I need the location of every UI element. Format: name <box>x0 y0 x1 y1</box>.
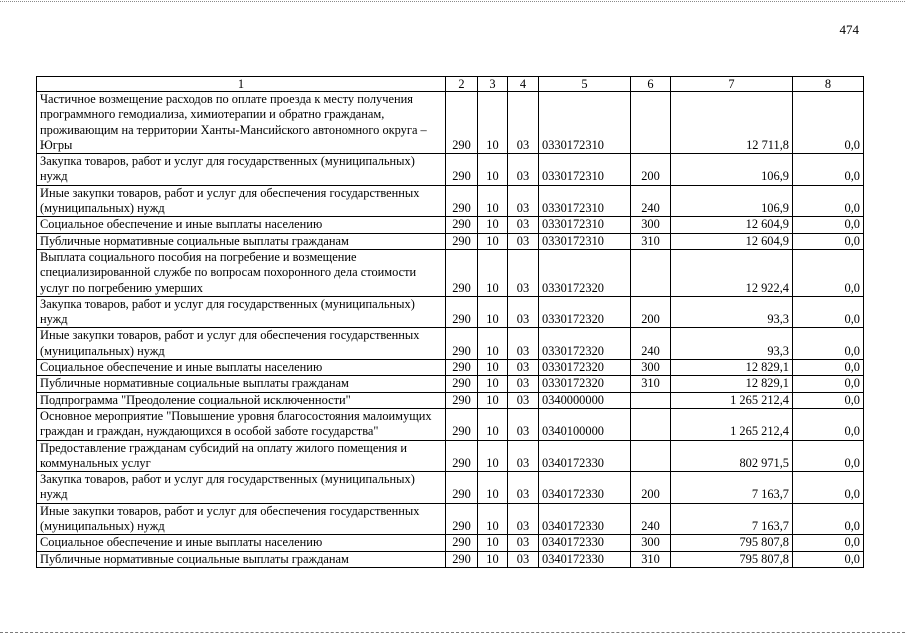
col-2-cell: 290 <box>446 328 478 360</box>
col-3-cell: 10 <box>478 472 508 504</box>
col-3-cell: 10 <box>478 296 508 328</box>
expense-type-cell: 300 <box>631 217 671 233</box>
amount-cell: 7 163,7 <box>671 503 793 535</box>
amount-cell: 93,3 <box>671 328 793 360</box>
expense-type-cell <box>631 249 671 296</box>
col-8-cell: 0,0 <box>793 233 864 249</box>
col-8-cell: 0,0 <box>793 296 864 328</box>
target-code-cell: 0340172330 <box>539 503 631 535</box>
col-2-cell: 290 <box>446 472 478 504</box>
header-cell: 7 <box>671 77 793 92</box>
col-8-cell: 0,0 <box>793 376 864 392</box>
col-8-cell: 0,0 <box>793 472 864 504</box>
row-name: Социальное обеспечение и иные выплаты населению <box>37 535 446 551</box>
target-code-cell: 0330172310 <box>539 233 631 249</box>
expense-type-cell: 200 <box>631 472 671 504</box>
amount-cell: 12 711,8 <box>671 92 793 154</box>
col-8-cell: 0,0 <box>793 249 864 296</box>
amount-cell: 1 265 212,4 <box>671 392 793 408</box>
col-3-cell: 10 <box>478 376 508 392</box>
header-cell: 1 <box>37 77 446 92</box>
row-name: Закупка товаров, работ и услуг для государственных (муниципальных) нужд <box>37 154 446 186</box>
expense-type-cell <box>631 440 671 472</box>
expense-type-cell: 300 <box>631 360 671 376</box>
col-4-cell: 03 <box>508 92 539 154</box>
target-code-cell: 0340000000 <box>539 392 631 408</box>
scan-top-edge <box>0 1 905 2</box>
col-3-cell: 10 <box>478 360 508 376</box>
row-name: Публичные нормативные социальные выплаты гражданам <box>37 376 446 392</box>
scan-bottom-edge <box>0 632 905 633</box>
target-code-cell: 0330172310 <box>539 185 631 217</box>
col-8-cell: 0,0 <box>793 535 864 551</box>
table-row <box>37 376 864 392</box>
col-4-cell: 03 <box>508 185 539 217</box>
row-name: Публичные нормативные социальные выплаты гражданам <box>37 551 446 567</box>
table-row <box>37 233 864 249</box>
col-3-cell: 10 <box>478 408 508 440</box>
col-3-cell: 10 <box>478 92 508 154</box>
header-cell: 8 <box>793 77 864 92</box>
budget-table <box>36 76 864 568</box>
col-3-cell: 10 <box>478 233 508 249</box>
col-4-cell: 03 <box>508 217 539 233</box>
expense-type-cell: 310 <box>631 233 671 249</box>
target-code-cell: 0340100000 <box>539 408 631 440</box>
col-3-cell: 10 <box>478 328 508 360</box>
row-name: Иные закупки товаров, работ и услуг для обеспечения государственных (муниципальных) нужд <box>37 328 446 360</box>
col-2-cell: 290 <box>446 185 478 217</box>
table-row <box>37 472 864 504</box>
table-row <box>37 217 864 233</box>
col-2-cell: 290 <box>446 360 478 376</box>
expense-type-cell <box>631 408 671 440</box>
col-2-cell: 290 <box>446 217 478 233</box>
col-3-cell: 10 <box>478 503 508 535</box>
col-3-cell: 10 <box>478 249 508 296</box>
target-code-cell: 0330172320 <box>539 249 631 296</box>
amount-cell: 802 971,5 <box>671 440 793 472</box>
col-4-cell: 03 <box>508 551 539 567</box>
row-name: Предоставление гражданам субсидий на оплату жилого помещения и коммунальных услуг <box>37 440 446 472</box>
col-2-cell: 290 <box>446 376 478 392</box>
row-name: Частичное возмещение расходов по оплате проезда к месту получения программного гемодиализа, химиотерапии и обратно гражданам, проживающим на территории Ханты-Мансийского автономного округа – Югры <box>37 92 446 154</box>
col-4-cell: 03 <box>508 440 539 472</box>
table-row <box>37 408 864 440</box>
col-8-cell: 0,0 <box>793 360 864 376</box>
table-row <box>37 185 864 217</box>
col-2-cell: 290 <box>446 154 478 186</box>
col-4-cell: 03 <box>508 376 539 392</box>
table-row <box>37 328 864 360</box>
target-code-cell: 0330172320 <box>539 376 631 392</box>
expense-type-cell: 200 <box>631 296 671 328</box>
row-name: Закупка товаров, работ и услуг для государственных (муниципальных) нужд <box>37 296 446 328</box>
amount-cell: 12 922,4 <box>671 249 793 296</box>
col-8-cell: 0,0 <box>793 408 864 440</box>
col-8-cell: 0,0 <box>793 440 864 472</box>
col-8-cell: 0,0 <box>793 217 864 233</box>
col-3-cell: 10 <box>478 535 508 551</box>
amount-cell: 795 807,8 <box>671 551 793 567</box>
table-row <box>37 503 864 535</box>
table-row <box>37 551 864 567</box>
expense-type-cell: 200 <box>631 154 671 186</box>
amount-cell: 12 604,9 <box>671 233 793 249</box>
target-code-cell: 0340172330 <box>539 551 631 567</box>
row-name: Подпрограмма "Преодоление социальной исключенности" <box>37 392 446 408</box>
header-cell: 4 <box>508 77 539 92</box>
table-row <box>37 360 864 376</box>
col-2-cell: 290 <box>446 503 478 535</box>
target-code-cell: 0330172320 <box>539 360 631 376</box>
row-name: Основное мероприятие "Повышение уровня благосостояния малоимущих граждан и граждан, нуждающихся в особой заботе государства" <box>37 408 446 440</box>
target-code-cell: 0330172310 <box>539 92 631 154</box>
col-2-cell: 290 <box>446 392 478 408</box>
col-4-cell: 03 <box>508 328 539 360</box>
row-name: Иные закупки товаров, работ и услуг для обеспечения государственных (муниципальных) нужд <box>37 185 446 217</box>
col-8-cell: 0,0 <box>793 392 864 408</box>
col-4-cell: 03 <box>508 360 539 376</box>
expense-type-cell: 240 <box>631 328 671 360</box>
amount-cell: 1 265 212,4 <box>671 408 793 440</box>
col-3-cell: 10 <box>478 440 508 472</box>
expense-type-cell: 310 <box>631 376 671 392</box>
row-name: Закупка товаров, работ и услуг для государственных (муниципальных) нужд <box>37 472 446 504</box>
col-3-cell: 10 <box>478 185 508 217</box>
amount-cell: 106,9 <box>671 185 793 217</box>
target-code-cell: 0330172310 <box>539 217 631 233</box>
col-8-cell: 0,0 <box>793 92 864 154</box>
header-cell: 6 <box>631 77 671 92</box>
col-2-cell: 290 <box>446 92 478 154</box>
table-row <box>37 296 864 328</box>
col-4-cell: 03 <box>508 535 539 551</box>
col-4-cell: 03 <box>508 408 539 440</box>
col-3-cell: 10 <box>478 392 508 408</box>
expense-type-cell: 240 <box>631 503 671 535</box>
page-number: 474 <box>839 22 859 37</box>
target-code-cell: 0340172330 <box>539 440 631 472</box>
amount-cell: 106,9 <box>671 154 793 186</box>
col-8-cell: 0,0 <box>793 154 864 186</box>
row-name: Публичные нормативные социальные выплаты гражданам <box>37 233 446 249</box>
amount-cell: 12 829,1 <box>671 376 793 392</box>
col-3-cell: 10 <box>478 217 508 233</box>
amount-cell: 12 829,1 <box>671 360 793 376</box>
table-row <box>37 249 864 296</box>
table-body <box>37 92 864 568</box>
expense-type-cell <box>631 92 671 154</box>
col-4-cell: 03 <box>508 233 539 249</box>
amount-cell: 93,3 <box>671 296 793 328</box>
table-row <box>37 154 864 186</box>
expense-type-cell: 240 <box>631 185 671 217</box>
row-name: Иные закупки товаров, работ и услуг для обеспечения государственных (муниципальных) нужд <box>37 503 446 535</box>
col-3-cell: 10 <box>478 551 508 567</box>
col-2-cell: 290 <box>446 440 478 472</box>
header-row <box>37 77 864 92</box>
expense-type-cell <box>631 392 671 408</box>
amount-cell: 7 163,7 <box>671 472 793 504</box>
target-code-cell: 0330172320 <box>539 296 631 328</box>
col-4-cell: 03 <box>508 249 539 296</box>
amount-cell: 12 604,9 <box>671 217 793 233</box>
col-8-cell: 0,0 <box>793 503 864 535</box>
col-2-cell: 290 <box>446 296 478 328</box>
col-8-cell: 0,0 <box>793 551 864 567</box>
col-4-cell: 03 <box>508 392 539 408</box>
col-2-cell: 290 <box>446 551 478 567</box>
row-name: Выплата социального пособия на погребение и возмещение специализированной службе по вопросам похоронного дела стоимости услуг по погребению умерших <box>37 249 446 296</box>
expense-type-cell: 300 <box>631 535 671 551</box>
target-code-cell: 0340172330 <box>539 535 631 551</box>
col-3-cell: 10 <box>478 154 508 186</box>
col-4-cell: 03 <box>508 503 539 535</box>
col-2-cell: 290 <box>446 233 478 249</box>
table-row <box>37 92 864 154</box>
col-2-cell: 290 <box>446 535 478 551</box>
row-name: Социальное обеспечение и иные выплаты населению <box>37 217 446 233</box>
row-name: Социальное обеспечение и иные выплаты населению <box>37 360 446 376</box>
col-8-cell: 0,0 <box>793 328 864 360</box>
expense-type-cell: 310 <box>631 551 671 567</box>
header-cell: 3 <box>478 77 508 92</box>
col-8-cell: 0,0 <box>793 185 864 217</box>
target-code-cell: 0340172330 <box>539 472 631 504</box>
col-2-cell: 290 <box>446 249 478 296</box>
col-2-cell: 290 <box>446 408 478 440</box>
table-row <box>37 392 864 408</box>
col-4-cell: 03 <box>508 154 539 186</box>
target-code-cell: 0330172310 <box>539 154 631 186</box>
target-code-cell: 0330172320 <box>539 328 631 360</box>
col-4-cell: 03 <box>508 296 539 328</box>
header-cell: 2 <box>446 77 478 92</box>
table-row <box>37 535 864 551</box>
col-4-cell: 03 <box>508 472 539 504</box>
header-cell: 5 <box>539 77 631 92</box>
amount-cell: 795 807,8 <box>671 535 793 551</box>
table-row <box>37 440 864 472</box>
